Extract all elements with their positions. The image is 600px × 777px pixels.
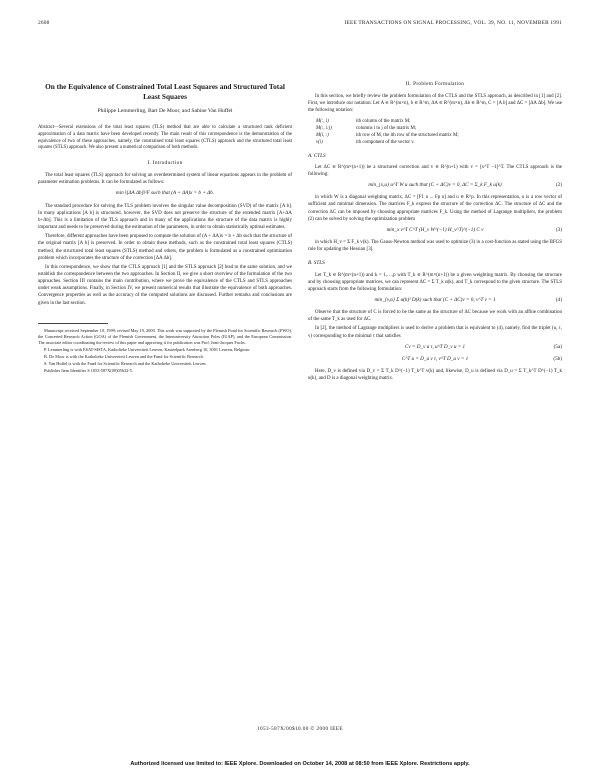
left-column: [38, 82, 292, 375]
formulation-paragraph-1: In this section, we briefly review the problem formulation of the CTLS and the STLS approach, as described in [1] and [2]. First, we introduce our notation. Let A ∈ R^(m×n), b ∈ R^m, ΔA ∈ R^(m×n), Δb ∈ R^m, C = [A b] and ΔC = [ΔA Δb]. We use the following notation:: [308, 94, 562, 114]
intro-paragraph-2: The standard procedure for solving the TLS problem involves the singular value decomposition (SVD) of the matrix [A b]. In many applications [A b] is structured, however, the SVD does not preserve the structure of the extended matrix [A+ΔA b+Δb]. This is a limitation of the TLS approach and in many of the applications the structure of the data matrix is highly important and needs to be preserved during the estimation of the parameters, in order to obtain statistically optimal estimates.: [38, 203, 292, 231]
right-column: [308, 81, 562, 384]
notation-text: columns i to j of the matrix M;: [356, 125, 417, 131]
footnote: Publisher Item Identifier S 1053-587X(00)05632-5.: [44, 368, 133, 374]
subsection-heading-ctls: A. CTLS: [308, 152, 326, 159]
equation-3-number: (3): [555, 226, 562, 233]
notation-item: [308, 132, 562, 139]
equation-2: [308, 182, 562, 189]
notation-item: [308, 118, 562, 125]
equation-2-number: (2): [555, 182, 562, 189]
ctls-paragraph-3: in which H_v = Σ F_k v(k). The Gauss-Newton method was used to optimize (3) in a cost-function as stated using the BFGS rule for updating the Hessian [3].: [308, 240, 562, 253]
stls-paragraph-1: Let T_k ∈ R^(m×(n+1)) and k = 1,…,p with T_k ∈ R^(m×(n+1)) be a given weighting matrix. By choosing the structure and by choosing appropriate matrices, we can represent ΔC = Σ T_k α(k), and T_k correspond to the given structure. The STLS approach starts from the following formulation:: [308, 272, 562, 292]
footnote: Manuscript received September 10, 1999; revised May 19, 2000. This work was supported by the Flemish Fund for Scientific Research (FWO), the Concerted Research Action (GOA) of the Flemish Government, the Interuniversity Attraction Poles (IUAP), and the European Commission. The associate editor coordinating the review of this paper and approving it for publication was Prof. Jean-Jacques Fuchs.: [38, 327, 292, 345]
stls-paragraph-3: In [2], the method of Lagrange multipliers is used to derive a problem that is equivalent to (4), namely, find the triplet (u, τ, v) corresponding to the minimal τ that satisfies: [308, 326, 562, 339]
stls-paragraph-4: Here, D_v is defined via D_v = Σ T_k D^(−1) T_k^T v(k) and, likewise, D_u is defined via D_u = Σ T_k^T D^(−1) T_k u(k), and D is a diagonal weighting matrix.: [308, 369, 562, 382]
notation-text: ith row of M, the ith row of the structured matrix M;: [356, 132, 459, 138]
notation-symbol: v(i): [316, 139, 323, 145]
equation-5a: [308, 344, 562, 351]
journal-header: IEEE TRANSACTIONS ON SIGNAL PROCESSING, VOL. 39, NO. 11, NOVEMBER 1991: [344, 20, 562, 26]
equation-5a-number: (5a): [553, 343, 562, 350]
footnote: B. De Moor is with the Katholieke Universiteit Leuven and the Fund for Scientific Research.: [44, 354, 204, 360]
footnote: S. Van Huffel is with the Fund for Scientific Research and the Katholieke Universiteit Leuven.: [44, 361, 207, 367]
copyright-code: 1053-587X/00$10.00 © 2000 IEEE: [257, 726, 343, 732]
equation-1-body: min ‖[ΔA Δb]‖²F such that (A + ΔA)x = b + Δb.: [115, 190, 215, 197]
footnote: P. Lemmerling is with ESAT-SISTA, Katholieke Universiteit Leuven, Kasteelpark Arenberg 10, 3001 Leuven, Belgium.: [44, 347, 250, 353]
download-banner: Authorized licensed use limited to: IEEE Xplore. Downloaded on October 14, 2008 at 08:50 from IEEE Xplore. Restrictions apply.: [130, 761, 470, 767]
paper-authors: Philippe Lemmerling, Bart De Moor, and Sabine Van Huffel: [97, 108, 233, 114]
equation-5b-number: (5b): [553, 355, 562, 362]
notation-symbol: M(:, i): [316, 118, 329, 124]
equation-4-number: (4): [555, 296, 562, 303]
equation-2-body: min_{x,u} u^T W u such that (C + ΔC)v = 0, ΔC = Σ_k F_k u(k): [368, 182, 502, 189]
equation-4-body: min_{v,α} Σ α(k)² D(k) such that (C + ΔC)v = 0, v^T v = 1: [374, 296, 496, 303]
equation-1: [38, 190, 292, 197]
section-heading-introduction: I. Introduction: [147, 159, 183, 166]
section-heading-formulation: II. Problem Formulation: [405, 81, 465, 87]
notation-text: ith column of the matrix M;: [356, 118, 411, 124]
abstract: Abstract—Several extensions of the total least squares (TLS) method that are able to calculate a structured rank deficient approximation of a data matrix have been developed recently. The main result of this correspondence is the demonstration of the equivalence of two of these approaches, namely, the constrained total least squares (CTLS) approach and the structured total least squares (STLS) approach. We also present a numerical comparison of both methods.: [38, 125, 292, 151]
notation-symbol: M(:, i:j): [316, 125, 332, 131]
equation-3-body: min_x v^T C^T (H_v W^(−1) H_v^T)^(−1) C v: [386, 226, 484, 233]
ctls-paragraph-1: Let ΔC ∈ R^(m×(n+1)) be a structured correction and v ∈ R^(n+1) with v = [x^T −1]^T. The CTLS approach is the following:: [308, 164, 562, 177]
equation-5b: [308, 356, 562, 363]
notation-item: [308, 139, 562, 146]
stls-paragraph-2: Observe that the structure of C is forced to be the same as the structure of ΔC because we work with an affine combination of the same T_k as used for ΔC.: [308, 310, 562, 323]
ctls-paragraph-2: in which W is a diagonal weighting matrix, ΔC = [F1 u ... Fp u] and u ∈ R^p. In this representation, u is a row vector of sufficient and minimal dimension. The matrices F_k express the structure of the correction ΔC. The structure of ΔC and the correction ΔC can be imposed by choosing appropriate matrices F_k. Using the method of Lagrange multipliers, the problem (2) can be solved by solving the optimization problem: [308, 195, 562, 222]
notation-text: ith component of the vector v.: [356, 139, 415, 145]
footnote-rule: [38, 323, 108, 324]
equation-5b-body: C^T u = D_u v τ, v^T D_u v = 1: [401, 355, 469, 362]
equation-3: [308, 227, 562, 234]
intro-paragraph-4: In this correspondence, we show that the CTLS approach [1] and the STLS approach [2] lead to the same solution, and we establish the correspondence between the two approaches. In Section II, we give a short overview of the formulation of the two approaches. Section III contains the main contribution, where we prove the equivalence of the CTLS and STLS approaches under weak assumptions. Finally, in Section IV, we present numerical results that illustrate the equivalence of both approaches. Convergence properties as well as the accuracy of the computed solutions are discussed. Further remarks and conclusions are given in the last section.: [38, 264, 292, 306]
notation-symbol: M(i, :): [316, 132, 329, 138]
paper-title: On the Equivalence of Constrained Total Least Squares and Structured Total Least Squares: [45, 82, 285, 101]
equation-4: [308, 297, 562, 304]
intro-paragraph-1: The total least squares (TLS) approach for solving an overdetermined system of linear equations appears in the problem of parameter estimation problems. It can be formulated as follows:: [38, 173, 292, 186]
equation-5a-body: Cv = D_v u τ, u^T D_v u = 1: [404, 343, 466, 350]
subsection-heading-stls: B. STLS: [308, 260, 325, 267]
notation-item: [308, 125, 562, 132]
notation-list: [308, 118, 562, 146]
intro-paragraph-3: Therefore, different approaches have been proposed to compute the solution of (A + ΔA)x = b + Δb such that the structure of the original matrix [A b] is preserved. In order to obtain these methods, such as the constrained total least squares (CTLS) method, the structured total least squares (STLS) method and others, the problem is formulated as a constrained optimization problem which incorporates the structure of the correction [ΔA Δb].: [38, 234, 292, 261]
page-number: 2608: [38, 20, 50, 26]
